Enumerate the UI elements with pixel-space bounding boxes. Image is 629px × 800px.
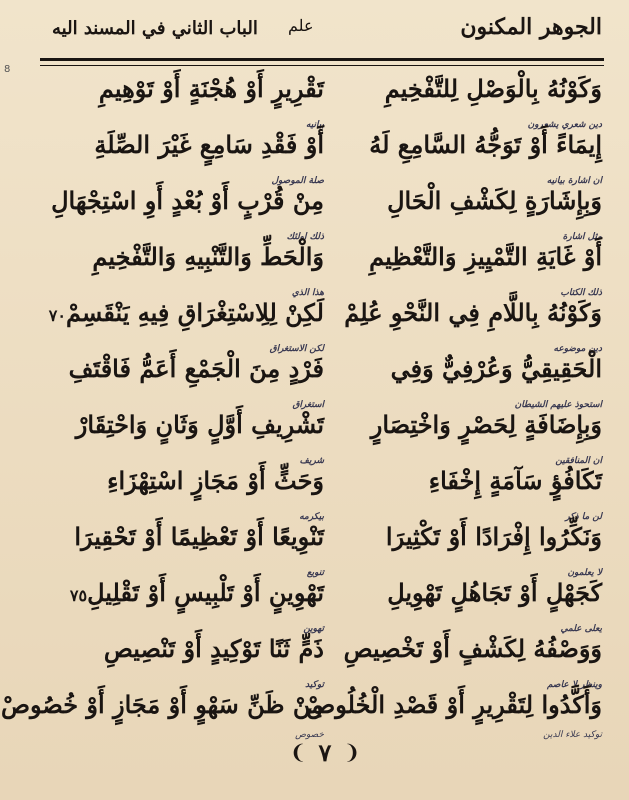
gloss: وينظر لا عاصم — [546, 680, 602, 690]
verse-text: ذَمٍّ ثَنًا تَوْكِيدٍ أَوْ تَنْصِيصِ — [103, 634, 324, 663]
verse-line — [330, 576, 602, 632]
verse-text: إِيمَاءً أَوْ تَوَجُّهُ السَّامِعِ لَهُ — [369, 130, 602, 159]
page-number: ٧ — [318, 737, 332, 767]
gloss: توكيد — [305, 680, 324, 690]
gloss: شريف — [299, 456, 324, 466]
verse-line — [48, 296, 324, 354]
verse-line — [330, 464, 602, 520]
gloss: دين شعري يشعرون — [527, 120, 602, 130]
verse-text: وَكَوْنُهُ بِالْوَصْلِ لِلتَّفْخِيمِ — [384, 74, 602, 103]
verse-text: تَقْرِيرٍ أَوْ هُجْنَةٍ أَوْ تَوْهِيمِ — [98, 74, 324, 103]
verse-text: تَشْرِيفِ أَوَّلٍ وَثَانٍ وَاحْتِقَارْ — [75, 410, 324, 439]
book-title: الجوهر المكنون — [460, 14, 602, 40]
verse-text: مِنْ قُرْبٍ أَوْ بُعْدٍ أَوِ اسْتِجْهَالِ — [51, 186, 324, 215]
verse-line — [330, 296, 602, 352]
verse-text: وَوَصْفُهُ لِكَشْفٍ أَوْ تَخْصِيصِ — [343, 634, 602, 663]
verse-text: وَنَكِّرُوا إِفْرَادًا أَوْ تَكْثِيرَا — [385, 522, 602, 551]
page-header — [52, 8, 602, 52]
verse-text: الْحَقِيقِيُّ وَعُرْفِيٌّ وَفِي — [390, 354, 602, 383]
gloss: يعلى علمي — [560, 624, 602, 634]
gloss: بيكرمه — [299, 512, 324, 522]
verse-text: وَبِإِشَارَةٍ لِكَشْفِ الْحَالِ — [387, 186, 602, 215]
gloss: ان اشارة بيانيه — [546, 176, 602, 186]
verse-line — [0, 688, 324, 730]
verse-text: تَكَافُؤٍ سَآمَةٍ إِخْفَاءِ — [428, 466, 602, 495]
gloss: لن ما ذكر — [565, 512, 602, 522]
gloss: خصوص — [295, 730, 324, 740]
verse-line — [52, 464, 324, 520]
verse-line — [306, 688, 602, 730]
verse-text: لَكِنْ لِلِاسْتِغْرَاقِ فِيهِ يَنْقَسِمْ — [65, 298, 324, 327]
margin-mark: 8 — [4, 64, 11, 75]
verse-text: وَكَوْنُهُ بِاللَّامِ فِي النَّحْوِ عُلِمْ — [344, 298, 602, 327]
verse-line — [330, 352, 602, 408]
gloss: تهوين — [303, 624, 324, 634]
verse-text: وَأَكَّدُوا لِتَقْرِيرٍ أَوْ قَصْدِ الْخُلُوصْ — [306, 690, 602, 719]
verse-text: أَوْ غَايَةِ التَّمْيِيزِ وَالتَّعْظِيمِ — [369, 242, 602, 271]
verse-number: ٧٠ — [48, 306, 66, 325]
verse-line — [52, 408, 324, 464]
verse-line — [52, 240, 324, 296]
page-number-area — [270, 734, 380, 770]
gloss: بيانيه — [305, 120, 324, 130]
verse-line — [52, 632, 324, 688]
chapter-title: الباب الثاني في المسند اليه — [52, 18, 258, 39]
verse-line — [330, 184, 602, 240]
gloss: استغراق — [292, 400, 324, 410]
verse-line — [330, 72, 602, 128]
gloss: ذلك الكتاب — [560, 288, 602, 298]
verse-line — [52, 184, 324, 240]
gloss: هذا الذي — [291, 288, 324, 298]
verse-line — [330, 128, 602, 184]
verse-line — [52, 520, 324, 576]
verse-line — [52, 72, 324, 128]
ornament-right-icon: ❩ — [343, 740, 361, 764]
verse-number: ٧٥ — [69, 586, 88, 605]
verse-text: كَجَهْلٍ أَوْ تَجَاهُلٍ تَهْوِيلِ — [387, 578, 602, 607]
verse-line — [330, 408, 602, 464]
verse-line — [330, 632, 602, 688]
gloss: مثل اشارة — [562, 232, 602, 242]
gloss: لا يعلمون — [567, 568, 602, 578]
verse-line — [52, 128, 324, 184]
header-mark: علم — [288, 16, 314, 35]
verse-line — [330, 240, 602, 296]
verse-text: تَهْوِينٍ أَوْ تَلْبِيسٍ أَوْ تَقْلِيلِ — [87, 578, 324, 607]
left-column — [0, 72, 324, 740]
gloss: لكن الاستغراق — [269, 344, 324, 354]
header-rule — [40, 58, 604, 61]
verse-text: فَرْدٍ مِنَ الْجَمْعِ أَعَمُّ فَاقْتَفِ — [68, 354, 324, 383]
gloss: توكيد علاء الدين — [543, 730, 602, 740]
gloss: صلة الموصول — [271, 176, 324, 186]
gloss: دين موضوعه — [553, 344, 602, 354]
verse-line — [330, 520, 602, 576]
verse-line — [52, 352, 324, 408]
gloss: ذلك اولئك — [286, 232, 324, 242]
verse-text: وَحَثٍّ أَوْ مَجَازٍ اسْتِهْزَاءِ — [107, 466, 324, 495]
header-rule-thin — [40, 65, 604, 66]
verse-text: أَوْ فَقْدِ سَامِعٍ غَيْرَ الصِّلَةِ — [94, 130, 324, 159]
verse-text: وَالْحَطِّ وَالتَّنْبِيهِ وَالتَّفْخِيمِ — [92, 242, 324, 271]
verse-text: تَنْوِيعًا أَوْ تَعْظِيمًا أَوْ تَحْقِيرَا — [74, 522, 324, 551]
ornament-left-icon: ❨ — [289, 740, 307, 764]
verse-text: مِنْ ظَنِّ سَهْوٍ أَوْ مَجَازٍ أَوْ خُصُوصْ — [0, 690, 324, 719]
gloss: استحوذ عليهم الشيطان — [514, 400, 602, 410]
gloss: ان المنافقين — [555, 456, 602, 466]
verse-line — [52, 576, 324, 632]
gloss: تنويع — [306, 568, 324, 578]
verse-text: وَبِإِضَافَةٍ لِحَصْرٍ وَاخْتِصَارٍ — [370, 410, 602, 439]
